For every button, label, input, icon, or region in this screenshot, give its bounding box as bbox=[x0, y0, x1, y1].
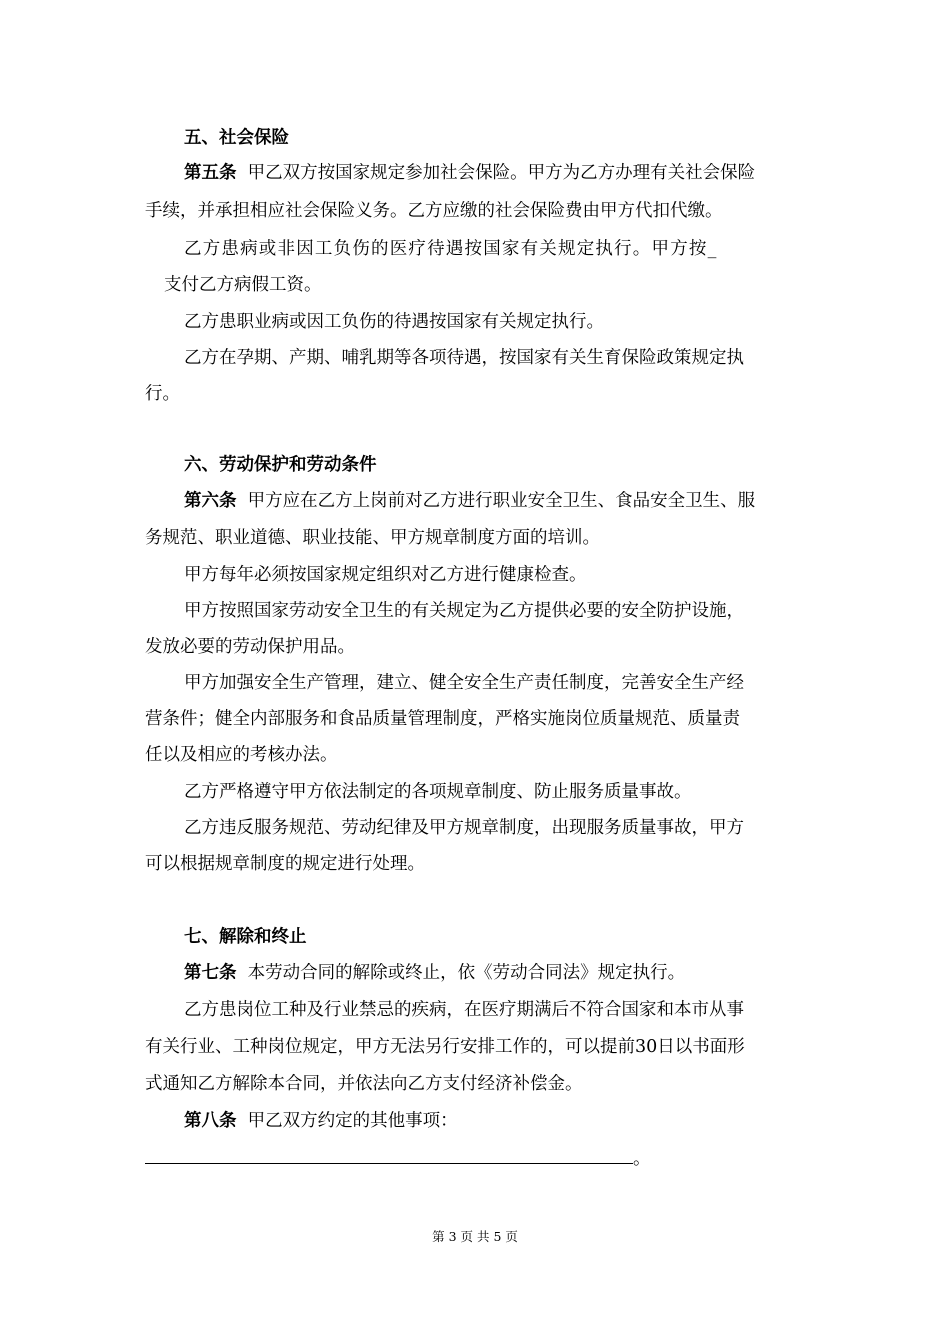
blank-terminator: 。 bbox=[633, 1149, 651, 1169]
paragraph-maternity-cont: 行。 bbox=[145, 384, 180, 404]
article-5-text-cont: 手续，并承担相应社会保险义务。乙方应缴的社会保险费由甲方代扣代缴。 bbox=[145, 201, 723, 221]
paragraph-disease-termination: 乙方患岗位工种及行业禁忌的疾病，在医疗期满后不符合国家和本市从事 bbox=[184, 1000, 744, 1020]
article-7-label: 第七条 bbox=[184, 963, 237, 983]
article-6-label: 第六条 bbox=[184, 491, 237, 511]
page-number-footer: 第 3 页 共 5 页 bbox=[432, 1229, 518, 1244]
paragraph-safety-facilities-cont: 发放必要的劳动保护用品。 bbox=[145, 637, 355, 657]
paragraph-violation: 乙方违反服务规范、劳动纪律及甲方规章制度，出现服务质量事故，甲方 bbox=[184, 818, 744, 838]
article-5-label: 第五条 bbox=[184, 163, 237, 183]
article-6-line bbox=[0, 488, 950, 514]
paragraph-disease-termination-end: 式通知乙方解除本合同，并依法向乙方支付经济补偿金。 bbox=[145, 1074, 583, 1094]
paragraph-safety-management-end: 任以及相应的考核办法。 bbox=[145, 745, 338, 765]
article-8-label: 第八条 bbox=[184, 1111, 237, 1131]
article-5-line bbox=[0, 160, 950, 186]
paragraph-safety-management: 甲方加强安全生产管理，建立、健全安全生产责任制度，完善安全生产经 bbox=[184, 673, 744, 693]
article-5-text: 甲乙双方按国家规定参加社会保险。甲方为乙方办理有关社会保险 bbox=[247, 163, 756, 183]
paragraph-sick-leave: 乙方患病或非因工负伤的医疗待遇按国家有关规定执行。甲方按_ bbox=[184, 239, 718, 259]
section-heading-social-insurance: 五、社会保险 bbox=[184, 128, 289, 148]
paragraph-sick-leave-cont: 支付乙方病假工资。 bbox=[164, 275, 322, 295]
article-7-line bbox=[0, 960, 950, 986]
paragraph-safety-facilities: 甲方按照国家劳动安全卫生的有关规定为乙方提供必要的安全防护设施， bbox=[184, 601, 744, 621]
article-7-text: 本劳动合同的解除或终止，依《劳动合同法》规定执行。 bbox=[247, 963, 686, 983]
article-6-text-cont: 务规范、职业道德、职业技能、甲方规章制度方面的培训。 bbox=[145, 528, 600, 548]
paragraph-health-check: 甲方每年必须按国家规定组织对乙方进行健康检查。 bbox=[184, 565, 587, 585]
paragraph-safety-management-cont: 营条件；健全内部服务和食品质量管理制度，严格实施岗位质量规范、质量责 bbox=[145, 709, 740, 729]
article-8-text: 甲乙双方约定的其他事项： bbox=[247, 1111, 458, 1131]
paragraph-maternity: 乙方在孕期、产期、哺乳期等各项待遇，按国家有关生育保险政策规定执 bbox=[184, 348, 744, 368]
paragraph-violation-cont: 可以根据规章制度的规定进行处理。 bbox=[145, 854, 425, 874]
paragraph-disease-termination-cont: 有关行业、工种岗位规定，甲方无法另行安排工作的，可以提前30日以书面形 bbox=[145, 1037, 745, 1057]
paragraph-comply-rules: 乙方严格遵守甲方依法制定的各项规章制度、防止服务质量事故。 bbox=[184, 782, 692, 802]
paragraph-occupational-disease: 乙方患职业病或因工负伤的待遇按国家有关规定执行。 bbox=[184, 312, 604, 332]
section-heading-termination: 七、解除和终止 bbox=[184, 927, 307, 947]
section-heading-labor-protection: 六、劳动保护和劳动条件 bbox=[184, 455, 377, 475]
article-6-text: 甲方应在乙方上岗前对乙方进行职业安全卫生、食品安全卫生、服 bbox=[247, 491, 756, 511]
fill-in-blank-line bbox=[0, 1145, 950, 1172]
blank-underline bbox=[145, 1145, 633, 1164]
article-8-line bbox=[0, 1108, 950, 1134]
